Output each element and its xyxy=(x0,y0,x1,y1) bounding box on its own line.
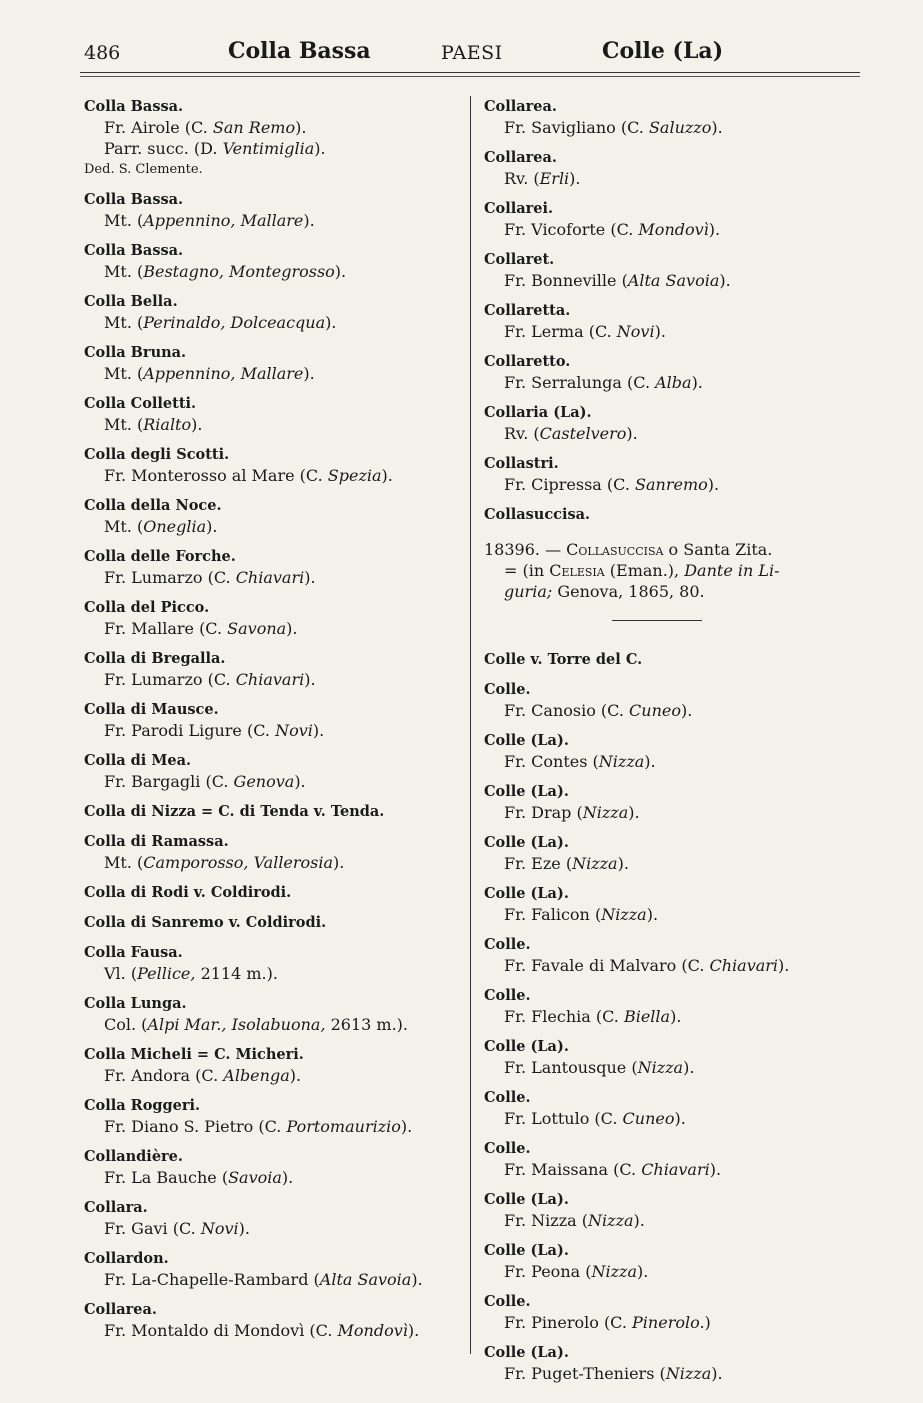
gazetteer-entry xyxy=(484,1342,864,1384)
entry-detail-line: Fr. Puget-Theniers (Nizza). xyxy=(504,1364,723,1383)
entry-name: Colla Micheli = C. Micheri. xyxy=(84,1046,304,1063)
gazetteer-entry xyxy=(84,597,462,639)
gazetteer-entry xyxy=(484,730,864,772)
gazetteer-entry xyxy=(84,801,462,822)
gazetteer-entry xyxy=(484,1240,864,1282)
entry-name: Colle. xyxy=(484,681,531,698)
gazetteer-entry xyxy=(484,934,864,976)
header-rule xyxy=(80,72,860,73)
entry-name: Collaret. xyxy=(484,251,555,268)
entry-detail-line: Fr. Gavi (C. Novi). xyxy=(104,1219,250,1238)
entry-detail-line: Fr. Drap (Nizza). xyxy=(504,803,640,822)
entry-name: Colla di Bregalla. xyxy=(84,650,226,667)
gazetteer-entry xyxy=(84,342,462,384)
column-divider xyxy=(470,96,471,1354)
left-column xyxy=(84,96,462,1350)
gazetteer-entry xyxy=(484,198,864,240)
entry-name: Collaretto. xyxy=(484,353,571,370)
entry-name: Collaria (La). xyxy=(484,404,592,421)
entry-detail-line: Rv. (Castelvero). xyxy=(504,424,638,443)
entry-detail-line: Fr. Bonneville (Alta Savoia). xyxy=(504,271,731,290)
entry-name: Colle (La). xyxy=(484,1242,569,1259)
entry-name: Colla della Noce. xyxy=(84,497,222,514)
entry-detail-line: Fr. Monterosso al Mare (C. Spezia). xyxy=(104,466,393,485)
gazetteer-entry xyxy=(84,1248,462,1290)
entry-detail-line: Fr. Montaldo di Mondovì (C. Mondovì). xyxy=(104,1321,420,1340)
right-column-top-entries xyxy=(484,96,864,525)
entry-detail-line: Fr. Mallare (C. Savona). xyxy=(104,619,298,638)
entry-name: Collasuccisa. xyxy=(484,506,591,523)
entry-detail-line: Fr. Lerma (C. Novi). xyxy=(504,322,666,341)
gazetteer-entry xyxy=(84,546,462,588)
entry-name: Colla di Rodi v. Coldirodi. xyxy=(84,884,292,901)
reference-line-1: 18396. — Collasuccisa o Santa Zita. xyxy=(484,540,773,559)
entry-detail-line: Col. (Alpi Mar., Isolabuona, 2613 m.). xyxy=(104,1015,409,1034)
entry-name: Colla Lunga. xyxy=(84,995,187,1012)
entry-name: Colle (La). xyxy=(484,1038,569,1055)
running-head-left: Colla Bassa xyxy=(228,38,371,64)
entry-detail-line: Fr. Maissana (C. Chiavari). xyxy=(504,1160,722,1179)
entry-name: Colle. xyxy=(484,987,531,1004)
gazetteer-entry xyxy=(484,351,864,393)
gazetteer-entry xyxy=(484,147,864,189)
gazetteer-entry xyxy=(484,832,864,874)
reference-line-2: = (in Celesia (Eman.), Dante in Li- xyxy=(504,561,780,580)
entry-name: Colle (La). xyxy=(484,783,569,800)
gazetteer-entry xyxy=(84,831,462,873)
entry-detail-line: Fr. Serralunga (C. Alba). xyxy=(504,373,703,392)
entry-detail-line: Fr. Savigliano (C. Saluzzo). xyxy=(504,118,723,137)
entry-detail-line: Fr. La Bauche (Savoia). xyxy=(104,1168,294,1187)
entry-name: Colla Bruna. xyxy=(84,344,187,361)
gazetteer-entry xyxy=(484,985,864,1027)
entry-detail-line: Fr. Lantousque (Nizza). xyxy=(504,1058,695,1077)
entry-name: Colla Roggeri. xyxy=(84,1097,201,1114)
gazetteer-entry xyxy=(484,96,864,138)
gazetteer-entry xyxy=(84,1044,462,1086)
entry-detail-line: Mt. (Appennino, Mallare). xyxy=(104,364,315,383)
entry-detail-line: Fr. Parodi Ligure (C. Novi). xyxy=(104,721,325,740)
entry-detail-line: Mt. (Oneglia). xyxy=(104,517,218,536)
entry-name: Colla degli Scotti. xyxy=(84,446,230,463)
page-number: 486 xyxy=(84,42,121,64)
entry-name: Colle. xyxy=(484,1293,531,1310)
entry-detail-line: Fr. Lumarzo (C. Chiavari). xyxy=(104,670,316,689)
entry-detail-line: Fr. Nizza (Nizza). xyxy=(504,1211,645,1230)
entry-detail-line: Parr. succ. (D. Ventimiglia). xyxy=(104,139,326,158)
entry-name: Colle. xyxy=(484,1140,531,1157)
entry-name: Colle (La). xyxy=(484,885,569,902)
gazetteer-entry xyxy=(84,189,462,231)
entry-detail-line: Fr. Flechia (C. Biella). xyxy=(504,1007,682,1026)
gazetteer-entry xyxy=(84,942,462,984)
entry-detail-line: Fr. Lottulo (C. Cuneo). xyxy=(504,1109,686,1128)
gazetteer-entry xyxy=(84,1299,462,1341)
header-rule-secondary xyxy=(80,76,860,77)
entry-detail-line: Fr. Falicon (Nizza). xyxy=(504,905,659,924)
entry-detail-line: Fr. Peona (Nizza). xyxy=(504,1262,649,1281)
entry-name: Colla di Nizza = C. di Tenda v. Tenda. xyxy=(84,803,385,820)
gazetteer-entry xyxy=(84,393,462,435)
gazetteer-entry xyxy=(484,1087,864,1129)
entry-name: Colla Bassa. xyxy=(84,191,184,208)
gazetteer-entry xyxy=(484,1036,864,1078)
entry-detail-line: Rv. (Erli). xyxy=(504,169,581,188)
entry-name: Collarea. xyxy=(84,1301,157,1318)
gazetteer-entry xyxy=(484,649,864,670)
entry-detail-line: Fr. Bargagli (C. Genova). xyxy=(104,772,306,791)
entry-name: Colle. xyxy=(484,1089,531,1106)
entry-detail-line: Fr. Diano S. Pietro (C. Portomaurizio). xyxy=(104,1117,413,1136)
entry-name: Collarei. xyxy=(484,200,554,217)
entry-name: Colla di Mausce. xyxy=(84,701,219,718)
entry-name: Colla Bella. xyxy=(84,293,178,310)
gazetteer-entry xyxy=(84,291,462,333)
gazetteer-entry xyxy=(84,96,462,180)
entry-name: Collara. xyxy=(84,1199,148,1216)
entry-detail-line: Mt. (Bestagno, Montegrosso). xyxy=(104,262,347,281)
entry-detail-line: Fr. Andora (C. Albenga). xyxy=(104,1066,302,1085)
entry-detail-line: Fr. Vicoforte (C. Mondovì). xyxy=(504,220,721,239)
entry-name: Colle v. Torre del C. xyxy=(484,651,643,668)
gazetteer-entry xyxy=(484,300,864,342)
entry-name: Collarea. xyxy=(484,149,557,166)
entry-name: Colla Fausa. xyxy=(84,944,183,961)
entry-detail-line: Ded. S. Clemente. xyxy=(84,162,203,177)
entry-name: Collarea. xyxy=(484,98,557,115)
gazetteer-entry xyxy=(484,249,864,291)
entry-detail-line: Fr. Airole (C. San Remo). xyxy=(104,118,307,137)
right-column-bottom-entries xyxy=(484,649,864,1384)
gazetteer-entry xyxy=(84,1095,462,1137)
entry-name: Colla di Ramassa. xyxy=(84,833,229,850)
gazetteer-entry xyxy=(84,912,462,933)
entry-detail-line: Fr. Eze (Nizza). xyxy=(504,854,629,873)
gazetteer-entry xyxy=(84,699,462,741)
entry-detail-line: Fr. La-Chapelle-Rambard (Alta Savoia). xyxy=(104,1270,423,1289)
entry-detail-line: Mt. (Appennino, Mallare). xyxy=(104,211,315,230)
entry-name: Colla Colletti. xyxy=(84,395,197,412)
gazetteer-entry xyxy=(84,240,462,282)
section-rule xyxy=(612,620,702,621)
page-header xyxy=(0,38,923,72)
gazetteer-entry xyxy=(484,453,864,495)
entry-name: Collardon. xyxy=(84,1250,169,1267)
entry-name: Colla delle Forche. xyxy=(84,548,236,565)
gazetteer-entry xyxy=(84,750,462,792)
gazetteer-entry xyxy=(484,1189,864,1231)
gazetteer-entry xyxy=(84,648,462,690)
entry-name: Colle (La). xyxy=(484,1344,569,1361)
gazetteer-entry xyxy=(84,495,462,537)
entry-name: Collastri. xyxy=(484,455,559,472)
entry-name: Colla di Mea. xyxy=(84,752,192,769)
running-head-right: Colle (La) xyxy=(602,38,724,64)
reference-line-3: guria; Genova, 1865, 80. xyxy=(504,582,705,601)
gazetteer-entry xyxy=(84,444,462,486)
entry-name: Colle (La). xyxy=(484,1191,569,1208)
entry-name: Colla di Sanremo v. Coldirodi. xyxy=(84,914,327,931)
gazetteer-entry xyxy=(84,993,462,1035)
entry-detail-line: Fr. Contes (Nizza). xyxy=(504,752,656,771)
running-head-center: PAESI xyxy=(441,42,503,64)
gazetteer-entry xyxy=(484,781,864,823)
entry-detail-line: Vl. (Pellice, 2114 m.). xyxy=(104,964,278,983)
gazetteer-entry xyxy=(84,1146,462,1188)
entry-detail-line: Fr. Canosio (C. Cuneo). xyxy=(504,701,693,720)
entry-name: Collandière. xyxy=(84,1148,183,1165)
entry-name: Collaretta. xyxy=(484,302,571,319)
gazetteer-entry xyxy=(84,1197,462,1239)
gazetteer-entry xyxy=(484,504,864,525)
gazetteer-entry xyxy=(484,883,864,925)
entry-detail-line: Mt. (Camporosso, Vallerosia). xyxy=(104,853,345,872)
entry-detail-line: Fr. Favale di Malvaro (C. Chiavari). xyxy=(504,956,790,975)
entry-name: Colle (La). xyxy=(484,834,569,851)
entry-name: Colle. xyxy=(484,936,531,953)
entry-name: Colle (La). xyxy=(484,732,569,749)
entry-detail-line: Fr. Lumarzo (C. Chiavari). xyxy=(104,568,316,587)
entry-name: Colla Bassa. xyxy=(84,242,184,259)
gazetteer-entry xyxy=(484,679,864,721)
right-column xyxy=(484,96,864,1393)
gazetteer-entry xyxy=(84,882,462,903)
entry-name: Colla Bassa. xyxy=(84,98,184,115)
entry-name: Colla del Picco. xyxy=(84,599,210,616)
gazetteer-entry xyxy=(484,402,864,444)
gazetteer-entry xyxy=(484,1291,864,1333)
gazetteer-entry xyxy=(484,1138,864,1180)
entry-detail-line: Mt. (Perinaldo, Dolceacqua). xyxy=(104,313,337,332)
bibliography-reference xyxy=(484,539,864,602)
entry-detail-line: Fr. Cipressa (C. Sanremo). xyxy=(504,475,720,494)
entry-detail-line: Mt. (Rialto). xyxy=(104,415,203,434)
entry-detail-line: Fr. Pinerolo (C. Pinerolo.) xyxy=(504,1313,711,1332)
